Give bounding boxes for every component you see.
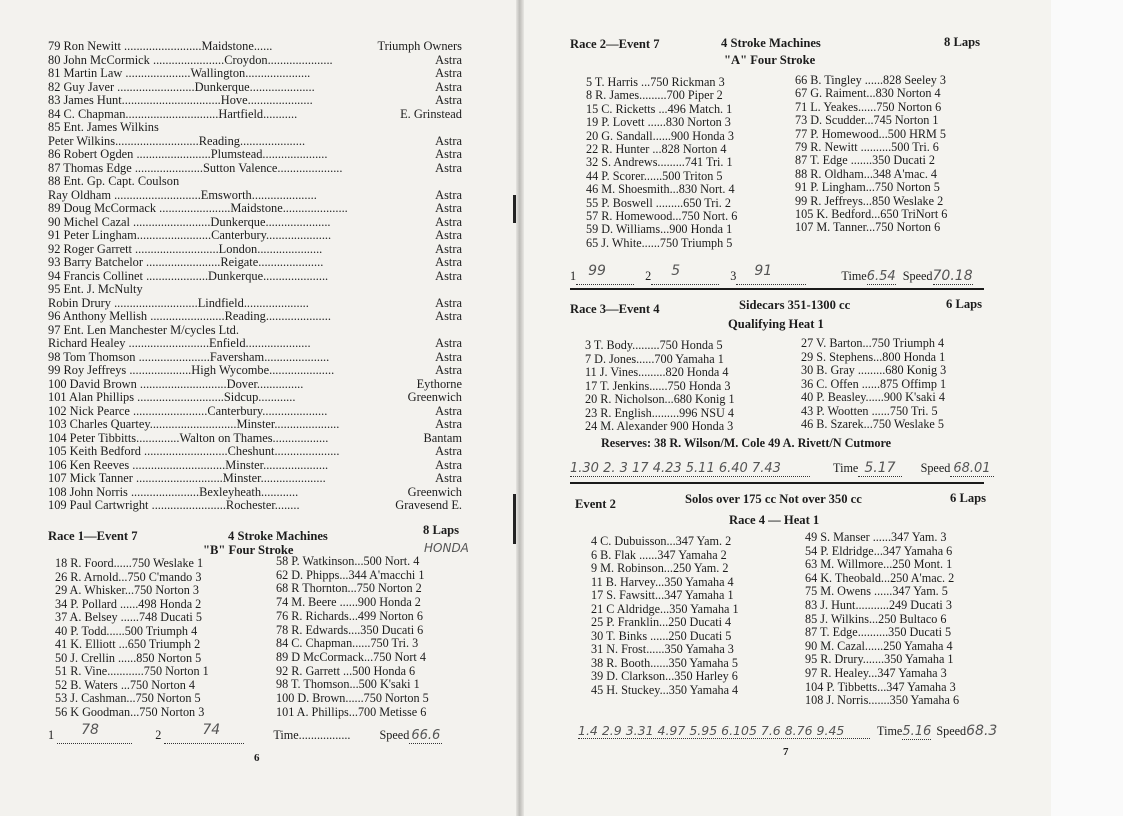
entry-text: 93 Barry Batchelor ........................Reigate..................... bbox=[48, 255, 324, 269]
race4-title: Event 2 bbox=[575, 497, 616, 511]
entry-club: Greenwich bbox=[407, 390, 462, 404]
race-entry: 3 T. Body.........750 Honda 5 bbox=[585, 338, 723, 352]
left-page bbox=[0, 0, 518, 816]
entry-text: 109 Paul Cartwright ........................Rochester........ bbox=[48, 498, 300, 512]
race-entry: 101 A. Phillips...700 Metisse 6 bbox=[276, 704, 427, 719]
entry-club: Astra bbox=[435, 309, 462, 323]
race-entry: 91 P. Lingham...750 Norton 5 bbox=[795, 180, 940, 195]
entry-text: 84 C. Chapman..............................Hartfield........... bbox=[48, 106, 298, 121]
entry-club: Astra bbox=[435, 363, 462, 377]
race-entry: 40 P. Todd......500 Triumph 4 bbox=[55, 623, 198, 638]
race-entry: 38 R. Booth......350 Yamaha 5 bbox=[591, 655, 738, 670]
race3-title: Race 3—Event 4 bbox=[570, 302, 660, 316]
race-entry: 8 R. James.........700 Piper 2 bbox=[586, 88, 723, 103]
race3-reserves: Reserves: 38 R. Wilson/M. Cole 49 A. Rivett/N Cutmore bbox=[601, 436, 892, 450]
entry-text: 94 Francis Collinet ....................Dunkerque..................... bbox=[48, 268, 329, 283]
race-entry: 24 M. Alexander 900 Honda 3 bbox=[585, 419, 734, 433]
race-entry: 30 T. Binks ......250 Ducati 5 bbox=[591, 628, 732, 643]
race2-speed-label: Speed bbox=[902, 269, 933, 283]
race-entry: 89 D McCormack...750 Nort 4 bbox=[276, 649, 426, 664]
race-entry: 95 R. Drury.......350 Yamaha 1 bbox=[805, 652, 954, 667]
entry-club: Astra bbox=[435, 133, 462, 148]
entry-text: 89 Doug McCormack .......................Maidstone..................... bbox=[48, 201, 348, 215]
race-entry: 40 P. Beasley......900 K'saki 4 bbox=[801, 390, 945, 404]
race-entry: 11 B. Harvey...350 Yamaha 4 bbox=[591, 574, 734, 589]
race-entry: 46 M. Shoesmith...830 Nort. 4 bbox=[586, 182, 735, 197]
race-entry: 87 T. Edge .......350 Ducati 2 bbox=[795, 153, 936, 168]
entry-club: Astra bbox=[435, 52, 462, 67]
race4-machine: Solos over 175 cc Not over 350 cc bbox=[685, 492, 862, 506]
entry-club: Astra bbox=[435, 255, 462, 269]
race1-time-label: Time................. bbox=[273, 728, 351, 742]
race-entry: 32 S. Andrews.........741 Tri. 1 bbox=[586, 155, 733, 170]
race1-laps: 8 Laps bbox=[423, 523, 460, 537]
race2-second-value: 5 bbox=[671, 263, 681, 279]
race-entry: 99 R. Jeffreys...850 Weslake 2 bbox=[795, 193, 944, 208]
race-entry: 84 C. Chapman......750 Tri. 3 bbox=[276, 636, 419, 651]
race3-results-line bbox=[570, 460, 994, 477]
race-entry: 78 R. Edwards....350 Ducati 6 bbox=[276, 622, 424, 637]
entry-club: Astra bbox=[435, 295, 462, 310]
race3-laps: 6 Laps bbox=[946, 297, 983, 311]
entry-club: Astra bbox=[435, 444, 462, 458]
race1-second-blank bbox=[164, 722, 244, 744]
entry-text: 101 Alan Phillips ............................Sidcup............ bbox=[48, 390, 296, 404]
entry-club: Bantam bbox=[423, 430, 462, 445]
race2-time-value: 6.54 bbox=[866, 269, 896, 284]
entry-text: 102 Nick Pearce ........................Canterbury..................... bbox=[48, 403, 328, 418]
race1-speed-label: Speed bbox=[379, 728, 410, 742]
race-entry: 98 T. Thomson...500 K'saki 1 bbox=[276, 677, 420, 692]
entry-club: Greenwich bbox=[407, 484, 462, 499]
race-entry: 9 M. Robinson...250 Yam. 2 bbox=[591, 561, 729, 575]
entry-club: Astra bbox=[435, 201, 462, 215]
race-entry: 23 R. English.........996 NSU 4 bbox=[585, 405, 734, 420]
entry-club: Eythorne bbox=[416, 376, 462, 391]
race4-results-line bbox=[578, 723, 997, 739]
race3-machine: Sidecars 351-1300 cc bbox=[739, 298, 851, 312]
race2-speed-value: 70.18 bbox=[932, 268, 973, 284]
entry-text: 87 Thomas Edge ......................Sutton Valence..................... bbox=[48, 160, 343, 175]
entry-club: Astra bbox=[435, 187, 462, 202]
entry-text: 100 David Brown ............................Dover............... bbox=[48, 376, 304, 391]
race2-first-value: 99 bbox=[588, 263, 606, 279]
race4-speed-label: Speed bbox=[936, 724, 967, 738]
entry-club: Astra bbox=[435, 79, 462, 94]
staple-mark-lower bbox=[513, 494, 516, 544]
race-entry: 79 R. Newitt ..........500 Tri. 6 bbox=[795, 140, 939, 154]
entry-text: 80 John McCormick .......................Croydon..................... bbox=[48, 52, 333, 67]
race1-speed-value: 66.6 bbox=[411, 728, 441, 743]
entry-club: Triumph Owners bbox=[377, 39, 462, 53]
race-entry: 57 R. Homewood...750 Nort. 6 bbox=[586, 209, 738, 223]
race-entry: 6 B. Flak ......347 Yamaha 2 bbox=[591, 547, 727, 562]
entry-text: 79 Ron Newitt .........................Maidstone...... bbox=[48, 39, 273, 53]
race-entry: 20 R. Nicholson...680 Konig 1 bbox=[585, 392, 735, 406]
entry-text: 83 James Hunt................................Hove..................... bbox=[48, 93, 313, 107]
entry-text: 82 Guy Javer .........................Dunkerque..................... bbox=[48, 79, 315, 94]
entry-text: Ray Oldham ............................Emsworth..................... bbox=[48, 187, 317, 202]
race-entry: 27 V. Barton...750 Triumph 4 bbox=[801, 336, 945, 350]
race3-time-value: 5.17 bbox=[858, 460, 901, 477]
race-entry: 39 D. Clarkson...350 Harley 6 bbox=[591, 669, 738, 683]
race-entry: 26 R. Arnold...750 C'mando 3 bbox=[55, 569, 202, 584]
race1-title: Race 1—Event 7 bbox=[48, 529, 138, 543]
race-entry: 107 M. Tanner...750 Norton 6 bbox=[795, 220, 941, 235]
race-entry: 7 D. Jones......700 Yamaha 1 bbox=[585, 351, 724, 366]
page-number-left: 6 bbox=[254, 752, 260, 764]
race-entry: 73 D. Scudder...745 Norton 1 bbox=[795, 113, 939, 128]
race-entry: 59 D. Williams...900 Honda 1 bbox=[586, 222, 733, 237]
race4-laps: 6 Laps bbox=[950, 491, 987, 505]
race-entry: 18 R. Foord......750 Weslake 1 bbox=[55, 556, 204, 570]
race2-machine: 4 Stroke Machines bbox=[721, 36, 821, 50]
race-entry: 19 P. Lovett ......830 Norton 3 bbox=[586, 115, 731, 130]
race2-time-label: Time bbox=[841, 269, 867, 283]
entry-text: 103 Charles Quartey............................Minster..................... bbox=[48, 417, 340, 431]
race-entry: 85 J. Wilkins...250 Bultaco 6 bbox=[805, 611, 947, 626]
race-entry: 44 P. Scorer......500 Triton 5 bbox=[586, 168, 723, 183]
entry-text: 106 Ken Reeves ..............................Minster..................... bbox=[48, 457, 329, 472]
entry-text: 97 Ent. Len Manchester M/cycles Ltd. bbox=[48, 322, 239, 337]
race-entry: 90 M. Cazal......250 Yamaha 4 bbox=[805, 638, 953, 653]
entry-club: Astra bbox=[435, 403, 462, 418]
race3-subtitle: Qualifying Heat 1 bbox=[728, 317, 824, 331]
race-entry: 4 C. Dubuisson...347 Yam. 2 bbox=[591, 534, 732, 548]
entry-text: 85 Ent. James Wilkins bbox=[48, 120, 159, 134]
race4-speed-value: 68.3 bbox=[966, 723, 998, 739]
entry-club: Astra bbox=[435, 417, 462, 431]
entry-text: 91 Peter Lingham........................Canterbury..................... bbox=[48, 228, 332, 242]
race-entry: 76 R. Richards...499 Norton 6 bbox=[276, 608, 423, 623]
entry-club: Astra bbox=[435, 349, 462, 364]
race-entry: 17 T. Jenkins......750 Honda 3 bbox=[585, 378, 731, 393]
entry-club: Astra bbox=[435, 268, 462, 283]
race-entry: 56 K Goodman...750 Norton 3 bbox=[55, 704, 205, 719]
race-entry: 77 P. Homewood...500 HRM 5 bbox=[795, 126, 946, 141]
race1-first-label: 1 bbox=[48, 728, 55, 742]
entry-text: Robin Drury ...........................Lindfield..................... bbox=[48, 295, 309, 310]
entry-text: 108 John Norris ......................Bexleyheath............ bbox=[48, 484, 299, 499]
race-entry: 36 C. Offen ......875 Offimp 1 bbox=[801, 376, 947, 391]
race-entry: 97 R. Healey...347 Yamaha 3 bbox=[805, 666, 947, 680]
race2-first-blank bbox=[576, 263, 634, 285]
race2-first-label: 1 bbox=[570, 269, 577, 283]
background-edge bbox=[1051, 0, 1123, 816]
entry-club: Astra bbox=[435, 147, 462, 161]
race-entry: 58 P. Watkinson...500 Nort. 4 bbox=[276, 554, 420, 568]
page-number-right: 7 bbox=[783, 746, 789, 758]
race-entry: 92 R. Garrett ...500 Honda 6 bbox=[276, 663, 416, 678]
entry-text: Peter Wilkins...........................Reading..................... bbox=[48, 133, 306, 148]
race-entry: 15 C. Ricketts ...496 Match. 1 bbox=[586, 101, 733, 116]
entry-club: Astra bbox=[435, 228, 462, 242]
entry-text: 95 Ent. J. McNulty bbox=[48, 282, 143, 296]
entry-text: 96 Anthony Mellish ........................Reading..................... bbox=[48, 309, 331, 323]
race-entry: 22 R. Hunter ...828 Norton 4 bbox=[586, 142, 727, 156]
race2-subtitle: "A" Four Stroke bbox=[724, 53, 816, 67]
race1-second-label: 2 bbox=[155, 728, 162, 742]
race-entry: 45 H. Stuckey...350 Yamaha 4 bbox=[591, 682, 739, 697]
race3-time-label: Time bbox=[833, 461, 859, 475]
race-entry: 17 S. Fawsitt...347 Yamaha 1 bbox=[591, 588, 734, 602]
race-entry: 65 J. White......750 Triumph 5 bbox=[586, 235, 733, 250]
race-entry: 49 S. Manser ......347 Yam. 3 bbox=[805, 530, 947, 544]
race-entry: 53 J. Cashman...750 Norton 5 bbox=[55, 691, 201, 705]
entry-club: E. Grinstead bbox=[400, 106, 462, 121]
race-entry: 5 T. Harris ...750 Rickman 3 bbox=[586, 75, 725, 89]
race1-annotation: HONDA bbox=[424, 541, 469, 555]
race-entry: 71 L. Yeakes......750 Norton 6 bbox=[795, 99, 942, 114]
entry-club: Astra bbox=[435, 241, 462, 256]
race2-title: Race 2—Event 7 bbox=[570, 37, 660, 51]
race-entry: 64 K. Theobald...250 A'mac. 2 bbox=[805, 570, 955, 585]
entry-text: 105 Keith Bedford ...........................Cheshunt..................... bbox=[48, 444, 340, 458]
entry-club: Astra bbox=[435, 214, 462, 229]
race-entry: 29 S. Stephens...800 Honda 1 bbox=[801, 349, 946, 364]
race3-results: 1.30 2. 3 17 4.23 5.11 6.40 7.43 bbox=[570, 461, 810, 477]
entry-text: 99 Roy Jeffreys ....................High Wycombe..................... bbox=[48, 363, 335, 377]
divider-race3 bbox=[570, 482, 984, 484]
race-entry: 100 D. Brown......750 Norton 5 bbox=[276, 691, 429, 705]
entry-text: 92 Roger Garrett ...........................London..................... bbox=[48, 241, 323, 256]
race-entry: 75 M. Owens ......347 Yam. 5 bbox=[805, 584, 948, 599]
race-entry: 68 R Thornton...750 Norton 2 bbox=[276, 581, 422, 596]
entry-text: 104 Peter Tibbitts..............Walton on Thames.................. bbox=[48, 430, 329, 445]
race-entry: 41 K. Elliott ...650 Triumph 2 bbox=[55, 637, 201, 651]
race-entry: 20 G. Sandall......900 Honda 3 bbox=[586, 128, 734, 143]
entry-club: Gravesend E. bbox=[395, 498, 462, 512]
entry-club: Astra bbox=[435, 457, 462, 472]
race-entry: 11 J. Vines.........820 Honda 4 bbox=[585, 365, 729, 379]
race-entry: 66 B. Tingley ......828 Seeley 3 bbox=[795, 73, 946, 87]
race-entry: 46 B. Szarek...750 Weslake 5 bbox=[801, 417, 944, 431]
race3-speed-label: Speed bbox=[920, 461, 951, 475]
race2-third-label: 3 bbox=[730, 269, 737, 283]
race4-time-label: Time bbox=[877, 724, 903, 738]
race2-third-blank bbox=[736, 263, 806, 285]
race-entry: 87 T. Edge..........350 Ducati 5 bbox=[805, 625, 952, 640]
race-entry: 62 D. Phipps...344 A'macchi 1 bbox=[276, 567, 425, 582]
race4-time-value: 5.16 bbox=[902, 724, 932, 739]
race-entry: 74 M. Beere ......900 Honda 2 bbox=[276, 595, 421, 610]
race-entry: 29 A. Whisker...750 Norton 3 bbox=[55, 583, 199, 597]
race-entry: 30 B. Gray .........680 Konig 3 bbox=[801, 363, 947, 377]
race-entry: 63 M. Willmore...250 Mont. 1 bbox=[805, 557, 953, 572]
entry-club: Astra bbox=[435, 93, 462, 107]
race-entry: 31 N. Frost......350 Yamaha 3 bbox=[591, 642, 734, 656]
race-entry: 105 K. Bedford...650 TriNort 6 bbox=[795, 207, 948, 221]
entry-club: Astra bbox=[435, 471, 462, 485]
race3-speed-value: 68.01 bbox=[950, 461, 993, 477]
race-entry: 37 A. Belsey ......748 Ducati 5 bbox=[55, 610, 202, 624]
race-entry: 50 J. Crellin ......850 Norton 5 bbox=[55, 650, 202, 665]
race1-first-value: 78 bbox=[81, 722, 99, 738]
race-entry: 54 P. Eldridge...347 Yamaha 6 bbox=[805, 543, 953, 558]
race-entry: 67 G. Raiment...830 Norton 4 bbox=[795, 86, 941, 101]
book-gutter bbox=[516, 0, 524, 816]
race-entry: 52 B. Waters ...750 Norton 4 bbox=[55, 677, 195, 692]
right-page bbox=[521, 0, 1051, 816]
race2-second-label: 2 bbox=[645, 269, 652, 283]
race1-machine: 4 Stroke Machines bbox=[228, 529, 328, 543]
race-entry: 34 P. Pollard ......498 Honda 2 bbox=[55, 596, 202, 611]
race4-subtitle: Race 4 — Heat 1 bbox=[729, 513, 820, 527]
entry-text: 90 Michel Cazal .........................Dunkerque..................... bbox=[48, 214, 331, 229]
entry-club: Astra bbox=[435, 66, 462, 80]
race-entry: 55 P. Boswell .........650 Tri. 2 bbox=[586, 195, 731, 210]
race-entry: 88 R. Oldham...348 A'mac. 4 bbox=[795, 166, 938, 181]
race-entry: 104 P. Tibbetts...347 Yamaha 3 bbox=[805, 679, 956, 694]
race1-results bbox=[48, 722, 442, 744]
divider-race2 bbox=[570, 288, 984, 290]
race2-third-value: 91 bbox=[754, 263, 773, 279]
entry-club: Astra bbox=[435, 160, 462, 175]
race1-subtitle: "B" Four Stroke bbox=[203, 543, 294, 557]
race-entry: 83 J. Hunt...........249 Ducati 3 bbox=[805, 598, 952, 612]
staple-mark-upper bbox=[513, 195, 516, 223]
race-entry: 51 R. Vine............750 Norton 1 bbox=[55, 664, 209, 678]
race-entry: 43 P. Wootten ......750 Tri. 5 bbox=[801, 403, 938, 418]
entry-text: 107 Mick Tanner ............................Minster..................... bbox=[48, 471, 326, 485]
race4-results: 1.4 2.9 3.31 4.97 5.95 6.105 7.6 8.76 9.45 bbox=[578, 723, 870, 739]
race2-laps: 8 Laps bbox=[944, 35, 981, 49]
race2-second-blank bbox=[651, 263, 719, 285]
race-entry: 25 P. Franklin...250 Ducati 4 bbox=[591, 615, 732, 629]
entry-text: 88 Ent. Gp. Capt. Coulson bbox=[48, 174, 180, 188]
entry-text: 98 Tom Thomson .......................Faversham..................... bbox=[48, 349, 330, 364]
race2-results bbox=[570, 263, 973, 285]
entry-club: Astra bbox=[435, 336, 462, 350]
entry-text: 86 Robert Ogden ........................Plumstead..................... bbox=[48, 147, 328, 161]
race1-second-value: 74 bbox=[202, 722, 221, 738]
entry-text: 81 Martin Law .....................Wallington..................... bbox=[48, 66, 311, 80]
entry-text: Richard Healey ..........................Enfield..................... bbox=[48, 336, 311, 350]
race-entry: 21 C Aldridge...350 Yamaha 1 bbox=[591, 601, 739, 616]
race-entry: 108 J. Norris.......350 Yamaha 6 bbox=[805, 693, 960, 708]
race1-first-blank bbox=[57, 722, 132, 744]
